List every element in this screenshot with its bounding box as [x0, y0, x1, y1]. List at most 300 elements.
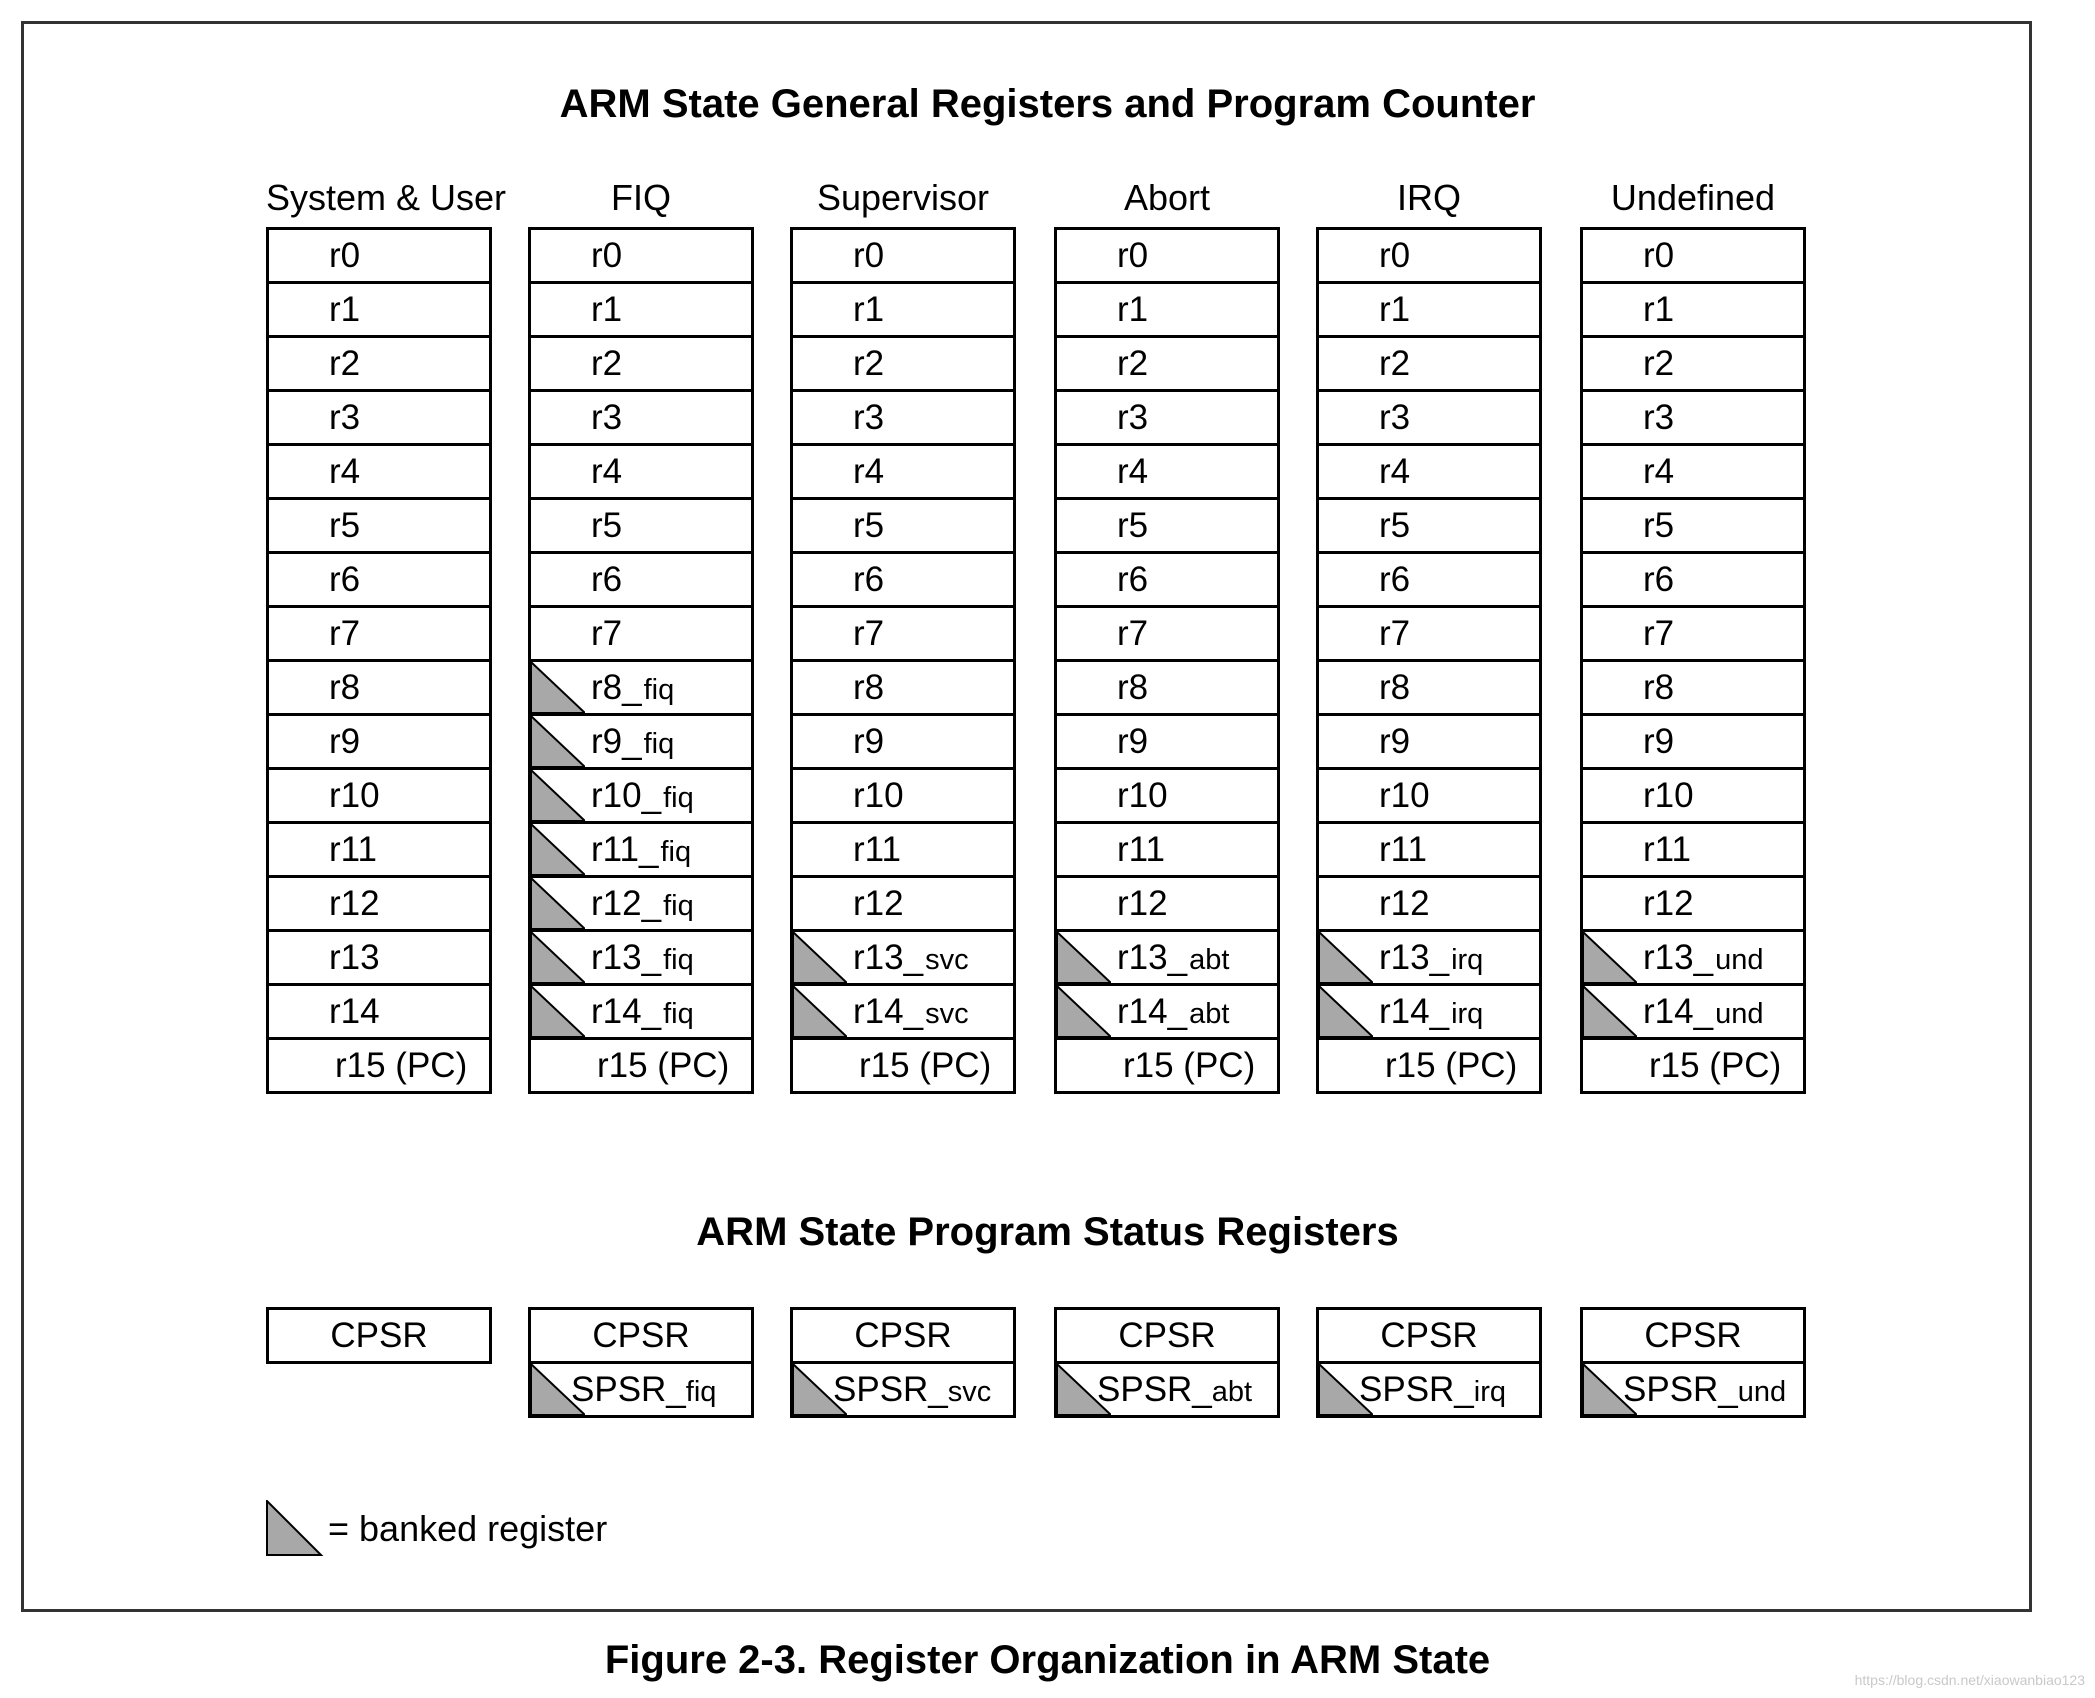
register-label-base: r12_	[591, 884, 662, 923]
register-label-base: r10	[853, 776, 904, 815]
register-label-base: r8	[1117, 668, 1149, 707]
register-label-base: r0	[591, 236, 623, 275]
register-cell	[1316, 227, 1542, 284]
register-label	[1379, 776, 1430, 816]
register-label-base: r6	[1643, 560, 1675, 599]
register-label	[1379, 236, 1410, 276]
register-cell	[1580, 1040, 1806, 1094]
register-label	[1117, 398, 1148, 438]
register-label-suffix: irq	[1451, 998, 1484, 1030]
register-label-base: r5	[329, 506, 361, 545]
register-cell	[790, 500, 1016, 554]
register-cell	[266, 770, 492, 824]
register-label-base: r8_	[591, 668, 642, 707]
banked-register-cell	[528, 932, 754, 986]
mode-header: System & User	[266, 177, 507, 218]
register-cell	[528, 554, 754, 608]
register-label	[853, 884, 904, 924]
register-label	[591, 668, 674, 708]
register-label	[1643, 290, 1674, 330]
register-label	[1379, 290, 1410, 330]
mode-header: FIQ	[611, 177, 671, 218]
register-label	[1117, 236, 1148, 276]
register-label-base: r10	[1117, 776, 1168, 815]
status-register-label	[793, 1316, 1013, 1356]
register-label	[329, 452, 360, 492]
register-label	[591, 236, 622, 276]
register-label	[329, 668, 360, 708]
register-label	[591, 290, 622, 330]
register-label	[329, 560, 360, 600]
register-cell	[1054, 446, 1280, 500]
register-cell	[1054, 392, 1280, 446]
register-cell	[528, 446, 754, 500]
register-label-base: r2	[1643, 344, 1675, 383]
cpsr-cell	[790, 1307, 1016, 1364]
register-cell	[1316, 554, 1542, 608]
register-label-base: r15 (PC)	[1649, 1046, 1782, 1085]
register-cell	[1316, 662, 1542, 716]
register-label-base: r13_	[1379, 938, 1450, 977]
register-cell	[1316, 338, 1542, 392]
register-cell	[1316, 392, 1542, 446]
register-label-base: r15 (PC)	[597, 1046, 730, 1085]
register-cell	[1316, 716, 1542, 770]
register-label	[329, 884, 380, 924]
status-register-label-suffix: und	[1737, 1376, 1787, 1408]
register-label	[1643, 560, 1674, 600]
register-label-base: r3	[853, 398, 885, 437]
register-label-suffix: fiq	[643, 674, 675, 706]
register-column	[266, 227, 492, 1094]
register-label	[591, 776, 694, 816]
register-label-base: r13_	[1643, 938, 1714, 977]
register-label	[1643, 398, 1674, 438]
register-label	[1117, 344, 1148, 384]
register-label-base: r14	[329, 992, 380, 1031]
register-label-base: r10	[1643, 776, 1694, 815]
register-cell	[790, 392, 1016, 446]
register-label-base: r15 (PC)	[1385, 1046, 1518, 1085]
register-label	[1117, 506, 1148, 546]
status-register-label-suffix: fiq	[685, 1376, 717, 1408]
status-register-column	[790, 1307, 1016, 1418]
banked-register-cell	[528, 824, 754, 878]
register-label	[853, 668, 884, 708]
register-label	[329, 776, 380, 816]
register-label-base: r9	[329, 722, 361, 761]
register-label	[591, 722, 674, 762]
status-register-label-base: CPSR	[592, 1316, 690, 1355]
register-label	[853, 290, 884, 330]
register-label	[853, 938, 969, 978]
register-label-base: r8	[329, 668, 361, 707]
register-cell	[1316, 878, 1542, 932]
register-label	[1643, 722, 1674, 762]
register-label-base: r1	[853, 290, 885, 329]
register-cell	[266, 608, 492, 662]
register-cell	[1316, 500, 1542, 554]
register-cell	[1054, 608, 1280, 662]
register-label	[1643, 884, 1694, 924]
register-cell	[528, 338, 754, 392]
register-cell	[790, 608, 1016, 662]
status-register-label	[1057, 1316, 1277, 1356]
register-cell	[790, 446, 1016, 500]
register-label-base: r2	[1379, 344, 1411, 383]
status-register-label-base: CPSR	[330, 1316, 428, 1355]
register-label-base: r6	[329, 560, 361, 599]
banked-register-cell	[790, 932, 1016, 986]
register-label	[591, 614, 622, 654]
register-label	[1643, 236, 1674, 276]
register-cell	[1316, 1040, 1542, 1094]
mode-header: Abort	[1123, 177, 1211, 218]
register-label-base: r2	[1117, 344, 1149, 383]
status-register-label-base: CPSR	[854, 1316, 952, 1355]
banked-register-cell	[528, 770, 754, 824]
register-label-base: r12	[329, 884, 380, 923]
register-label-base: r12	[1379, 884, 1430, 923]
register-label	[329, 506, 360, 546]
status-register-column	[1580, 1307, 1806, 1418]
register-cell	[1054, 554, 1280, 608]
register-label-base: r3	[1117, 398, 1149, 437]
register-cell	[1054, 716, 1280, 770]
register-label-suffix: svc	[925, 944, 969, 976]
register-label-base: r1	[1643, 290, 1675, 329]
register-label	[591, 884, 694, 924]
register-label-suffix: fiq	[643, 728, 675, 760]
register-label-suffix: fiq	[660, 836, 692, 868]
banked-register-cell	[1054, 932, 1280, 986]
register-label-suffix: abt	[1189, 998, 1230, 1030]
register-label-base: r2	[329, 344, 361, 383]
status-register-label	[1359, 1370, 1539, 1410]
status-register-label-base: CPSR	[1380, 1316, 1478, 1355]
register-label-base: r13_	[591, 938, 662, 977]
status-register-column	[528, 1307, 754, 1418]
register-label-base: r5	[1117, 506, 1149, 545]
register-cell	[1580, 662, 1806, 716]
banked-register-cell	[528, 662, 754, 716]
register-label	[1643, 938, 1763, 978]
register-label-suffix: und	[1715, 998, 1764, 1030]
register-label	[1643, 614, 1674, 654]
status-register-label-suffix: abt	[1211, 1376, 1253, 1408]
register-label-base: r14_	[591, 992, 662, 1031]
register-label-base: r11	[1643, 830, 1691, 869]
register-label-base: r14_	[1117, 992, 1188, 1031]
register-label-base: r6	[853, 560, 885, 599]
register-label	[1643, 452, 1674, 492]
register-cell	[790, 1040, 1016, 1094]
register-label	[853, 830, 901, 870]
register-label	[329, 344, 360, 384]
status-register-column	[266, 1307, 492, 1364]
register-cell	[1054, 878, 1280, 932]
cpsr-cell	[1054, 1307, 1280, 1364]
register-label	[597, 1046, 729, 1086]
register-cell	[1316, 608, 1542, 662]
register-label-base: r0	[1379, 236, 1411, 275]
register-label-base: r3	[1643, 398, 1675, 437]
register-cell	[266, 446, 492, 500]
status-register-column	[1054, 1307, 1280, 1418]
register-label-suffix: abt	[1189, 944, 1230, 976]
register-label	[853, 398, 884, 438]
register-label	[1117, 992, 1229, 1032]
register-cell	[1054, 338, 1280, 392]
register-label-suffix: fiq	[663, 782, 694, 814]
register-label	[329, 938, 380, 978]
register-cell	[528, 500, 754, 554]
register-column	[790, 227, 1016, 1094]
figure-caption: Figure 2-3. Register Organization in ARM State	[604, 1638, 1491, 1682]
status-register-label	[571, 1370, 751, 1410]
register-label-base: r13_	[1117, 938, 1188, 977]
register-cell	[266, 338, 492, 392]
banked-triangle-icon	[1583, 932, 1637, 983]
banked-triangle-icon	[531, 716, 585, 767]
status-registers-title: ARM State Program Status Registers	[696, 1210, 1399, 1254]
cpsr-cell	[1316, 1307, 1542, 1364]
register-label	[591, 830, 691, 870]
register-cell	[1580, 716, 1806, 770]
register-label	[1117, 560, 1148, 600]
banked-triangle-icon	[531, 662, 585, 713]
register-cell	[790, 338, 1016, 392]
register-label-base: r8	[853, 668, 885, 707]
register-label-base: r10	[329, 776, 380, 815]
register-label	[1117, 830, 1165, 870]
register-cell	[1054, 284, 1280, 338]
register-cell	[266, 284, 492, 338]
register-cell	[1580, 446, 1806, 500]
register-label-suffix: fiq	[663, 944, 694, 976]
banked-triangle-icon	[266, 1500, 324, 1558]
register-label-base: r1	[1379, 290, 1411, 329]
banked-triangle-icon	[1057, 932, 1111, 983]
register-label	[1117, 614, 1148, 654]
status-register-label-base: SPSR_	[1623, 1370, 1738, 1409]
banked-register-cell	[528, 716, 754, 770]
banked-register-cell	[1316, 932, 1542, 986]
register-label	[329, 398, 360, 438]
register-label-base: r14_	[1643, 992, 1714, 1031]
register-label-base: r10	[1379, 776, 1430, 815]
register-cell	[1054, 227, 1280, 284]
register-label	[1379, 884, 1430, 924]
banked-triangle-icon	[531, 932, 585, 983]
register-cell	[266, 227, 492, 284]
register-label	[591, 992, 694, 1032]
cpsr-cell	[266, 1307, 492, 1364]
register-label	[1117, 668, 1148, 708]
register-cell	[528, 1040, 754, 1094]
status-register-label-base: SPSR_	[571, 1370, 686, 1409]
register-cell	[790, 662, 1016, 716]
banked-triangle-icon	[531, 770, 585, 821]
status-register-label	[1319, 1316, 1539, 1356]
register-cell	[1054, 662, 1280, 716]
register-label-base: r9_	[591, 722, 642, 761]
register-label	[1117, 776, 1168, 816]
register-cell	[1580, 284, 1806, 338]
register-label	[1379, 938, 1483, 978]
register-label	[853, 992, 969, 1032]
register-label-base: r12	[1643, 884, 1694, 923]
banked-register-cell	[528, 878, 754, 932]
register-label	[591, 938, 694, 978]
banked-triangle-icon	[531, 986, 585, 1037]
watermark: https://blog.csdn.net/xiaowanbiao123	[1854, 1672, 2085, 1688]
register-label-base: r12	[1117, 884, 1168, 923]
register-label-suffix: irq	[1451, 944, 1484, 976]
register-label	[1385, 1046, 1517, 1086]
register-label-base: r11	[329, 830, 377, 869]
status-register-column	[1316, 1307, 1542, 1418]
register-label-suffix: und	[1715, 944, 1764, 976]
register-label	[329, 236, 360, 276]
register-label-base: r11	[853, 830, 901, 869]
cpsr-cell	[1580, 1307, 1806, 1364]
status-register-label	[833, 1370, 1013, 1410]
register-cell	[266, 662, 492, 716]
register-label	[335, 1046, 467, 1086]
register-label-base: r13	[329, 938, 380, 977]
register-label-base: r11	[1117, 830, 1165, 869]
register-cell	[790, 284, 1016, 338]
register-label	[1643, 830, 1691, 870]
register-label	[853, 560, 884, 600]
banked-register-cell	[790, 986, 1016, 1040]
status-register-label-suffix: irq	[1473, 1376, 1507, 1408]
register-label-suffix: fiq	[663, 998, 694, 1030]
register-label	[853, 722, 884, 762]
register-label-base: r4	[1117, 452, 1149, 491]
register-label-base: r0	[329, 236, 361, 275]
banked-triangle-icon	[1583, 986, 1637, 1037]
register-cell	[1580, 392, 1806, 446]
register-cell	[790, 878, 1016, 932]
register-label	[1117, 290, 1148, 330]
general-registers-title: ARM State General Registers and Program Counter	[559, 82, 1536, 126]
register-label	[1379, 452, 1410, 492]
register-label-base: r4	[329, 452, 361, 491]
register-cell	[1054, 770, 1280, 824]
register-cell	[1580, 608, 1806, 662]
register-cell	[266, 1040, 492, 1094]
status-register-label-base: SPSR_	[1097, 1370, 1212, 1409]
register-label-base: r15 (PC)	[859, 1046, 992, 1085]
register-label-base: r6	[591, 560, 623, 599]
register-label-base: r7	[1117, 614, 1149, 653]
register-label	[591, 452, 622, 492]
register-label	[853, 344, 884, 384]
register-label-base: r6	[1117, 560, 1149, 599]
register-label-base: r1	[591, 290, 623, 329]
register-label-base: r3	[329, 398, 361, 437]
register-label-base: r11_	[591, 830, 659, 869]
register-cell	[266, 932, 492, 986]
register-cell	[266, 392, 492, 446]
legend-text: = banked register	[328, 1508, 608, 1549]
register-label-base: r5	[1643, 506, 1675, 545]
register-label	[853, 452, 884, 492]
register-label-base: r10_	[591, 776, 662, 815]
register-label-base: r15 (PC)	[335, 1046, 468, 1085]
register-label-base: r5	[1379, 506, 1411, 545]
register-cell	[1580, 770, 1806, 824]
register-label-base: r4	[853, 452, 885, 491]
register-label-base: r3	[591, 398, 623, 437]
register-label-base: r2	[853, 344, 885, 383]
register-label-base: r7	[1643, 614, 1675, 653]
banked-triangle-icon	[793, 986, 847, 1037]
register-cell	[528, 392, 754, 446]
register-label	[591, 344, 622, 384]
register-cell	[1580, 500, 1806, 554]
register-label-base: r5	[853, 506, 885, 545]
register-cell	[790, 554, 1016, 608]
cpsr-cell	[528, 1307, 754, 1364]
register-label	[1379, 398, 1410, 438]
register-label	[1643, 668, 1674, 708]
mode-header: IRQ	[1396, 177, 1461, 218]
spsr-cell	[1316, 1364, 1542, 1418]
register-label-base: r1	[1117, 290, 1149, 329]
register-label	[1379, 722, 1410, 762]
register-label-base: r3	[1379, 398, 1411, 437]
register-cell	[790, 716, 1016, 770]
register-label	[853, 614, 884, 654]
register-cell	[790, 824, 1016, 878]
register-label-base: r9	[1117, 722, 1149, 761]
spsr-cell	[528, 1364, 754, 1418]
status-register-label	[1097, 1370, 1277, 1410]
register-cell	[790, 770, 1016, 824]
register-cell	[1054, 500, 1280, 554]
register-label-suffix: fiq	[663, 890, 694, 922]
status-register-label-base: CPSR	[1644, 1316, 1742, 1355]
register-cell	[266, 986, 492, 1040]
banked-register-cell	[528, 986, 754, 1040]
register-label-base: r15 (PC)	[1123, 1046, 1256, 1085]
register-label	[1643, 506, 1674, 546]
register-cell	[1316, 446, 1542, 500]
banked-register-cell	[1054, 986, 1280, 1040]
status-register-label	[1583, 1316, 1803, 1356]
register-label	[1379, 992, 1483, 1032]
banked-triangle-icon	[531, 824, 585, 875]
register-cell	[266, 878, 492, 932]
register-label-base: r9	[1379, 722, 1411, 761]
register-label-base: r7	[1379, 614, 1411, 653]
register-cell	[528, 608, 754, 662]
status-register-label-suffix: svc	[947, 1376, 992, 1408]
register-label-base: r8	[1643, 668, 1675, 707]
register-label	[853, 236, 884, 276]
register-cell	[1316, 284, 1542, 338]
register-label	[853, 776, 904, 816]
register-label-suffix: svc	[925, 998, 969, 1030]
register-column	[528, 227, 754, 1094]
register-label-base: r0	[1117, 236, 1149, 275]
register-label-base: r4	[591, 452, 623, 491]
register-cell	[790, 227, 1016, 284]
register-cell	[1580, 227, 1806, 284]
